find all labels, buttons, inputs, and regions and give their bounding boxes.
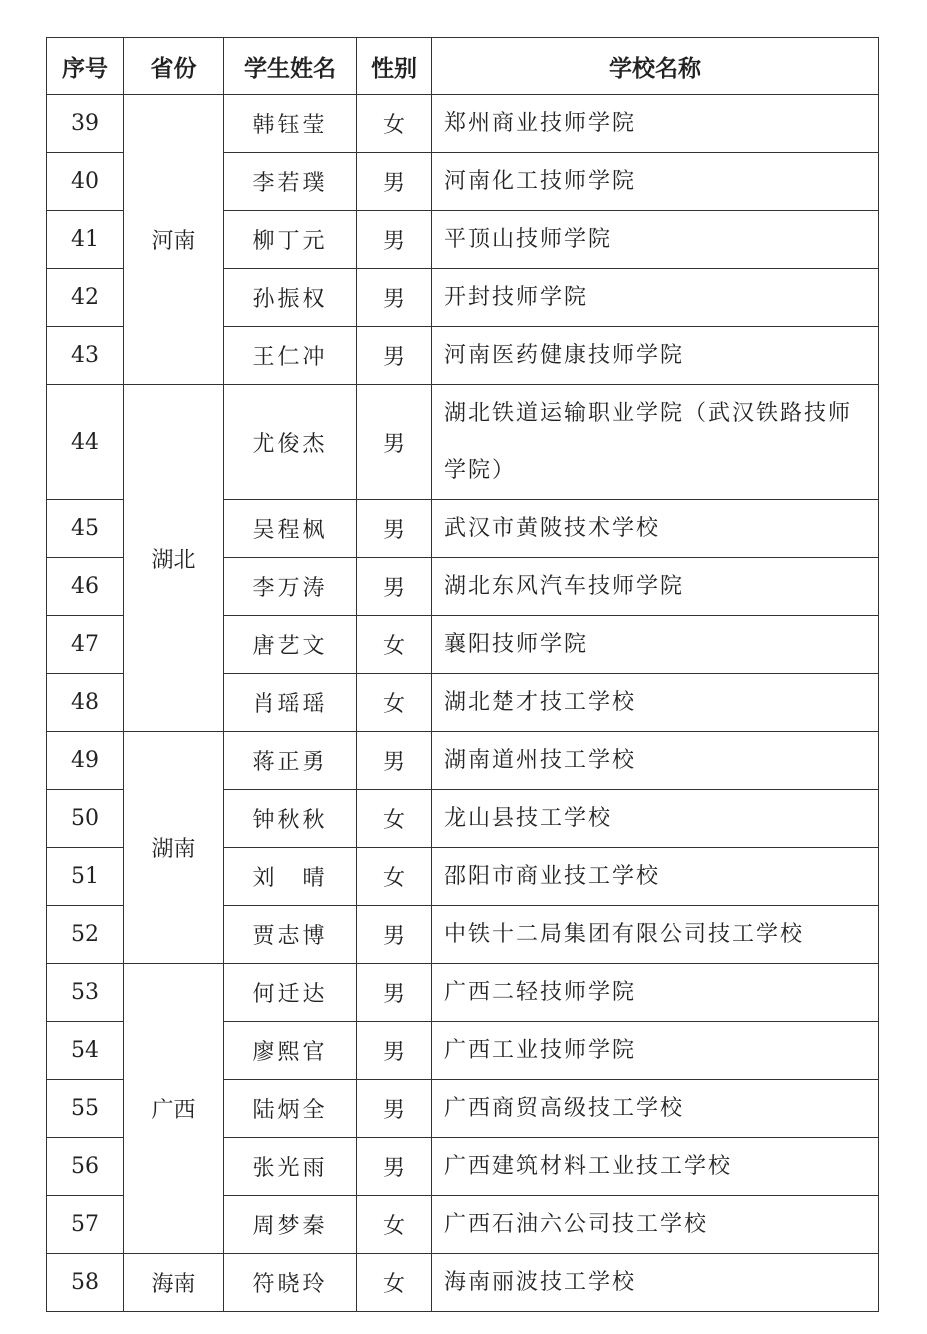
row-index: 46 <box>47 558 124 616</box>
school-name: 河南医药健康技师学院 <box>432 327 879 385</box>
row-index: 53 <box>47 964 124 1022</box>
row-index: 47 <box>47 616 124 674</box>
student-gender: 男 <box>357 385 432 500</box>
table-row <box>47 95 879 153</box>
row-index: 51 <box>47 848 124 906</box>
student-name: 李万涛 <box>224 558 357 616</box>
school-name: 广西二轻技师学院 <box>432 964 879 1022</box>
student-name: 柳丁元 <box>224 211 357 269</box>
student-gender: 女 <box>357 790 432 848</box>
row-index: 41 <box>47 211 124 269</box>
province-cell: 广西 <box>124 964 224 1254</box>
school-name: 郑州商业技师学院 <box>432 95 879 153</box>
student-gender: 男 <box>357 269 432 327</box>
school-name: 湖北楚才技工学校 <box>432 674 879 732</box>
row-index: 54 <box>47 1022 124 1080</box>
table-header <box>47 38 879 95</box>
row-index: 39 <box>47 95 124 153</box>
student-gender: 女 <box>357 95 432 153</box>
row-index: 55 <box>47 1080 124 1138</box>
student-name: 韩钰莹 <box>224 95 357 153</box>
student-gender: 男 <box>357 906 432 964</box>
header-province: 省份 <box>124 38 224 95</box>
student-gender: 男 <box>357 558 432 616</box>
province-cell: 湖南 <box>124 732 224 964</box>
student-name: 周梦秦 <box>224 1196 357 1254</box>
table-row <box>47 1254 879 1312</box>
school-name: 中铁十二局集团有限公司技工学校 <box>432 906 879 964</box>
row-index: 49 <box>47 732 124 790</box>
student-name: 肖瑶瑶 <box>224 674 357 732</box>
row-index: 50 <box>47 790 124 848</box>
student-gender: 女 <box>357 674 432 732</box>
header-name: 学生姓名 <box>224 38 357 95</box>
student-name: 李若璞 <box>224 153 357 211</box>
school-name: 湖北铁道运输职业学院（武汉铁路技师学院） <box>432 385 879 500</box>
student-gender: 女 <box>357 848 432 906</box>
student-name: 尤俊杰 <box>224 385 357 500</box>
table-row <box>47 964 879 1022</box>
student-gender: 女 <box>357 616 432 674</box>
student-gender: 男 <box>357 1138 432 1196</box>
student-gender: 男 <box>357 1080 432 1138</box>
row-index: 45 <box>47 500 124 558</box>
student-name: 唐艺文 <box>224 616 357 674</box>
school-name: 广西建筑材料工业技工学校 <box>432 1138 879 1196</box>
row-index: 57 <box>47 1196 124 1254</box>
student-gender: 男 <box>357 964 432 1022</box>
student-name: 吴程枫 <box>224 500 357 558</box>
student-name: 刘 晴 <box>224 848 357 906</box>
student-gender: 男 <box>357 1022 432 1080</box>
school-name: 广西商贸高级技工学校 <box>432 1080 879 1138</box>
school-name: 襄阳技师学院 <box>432 616 879 674</box>
school-name: 开封技师学院 <box>432 269 879 327</box>
student-name: 符晓玲 <box>224 1254 357 1312</box>
student-name: 陆炳全 <box>224 1080 357 1138</box>
row-index: 52 <box>47 906 124 964</box>
school-name: 湖北东风汽车技师学院 <box>432 558 879 616</box>
student-gender: 男 <box>357 211 432 269</box>
student-gender: 男 <box>357 732 432 790</box>
student-name: 王仁冲 <box>224 327 357 385</box>
student-gender: 男 <box>357 500 432 558</box>
header-school: 学校名称 <box>432 38 879 95</box>
student-roster-table <box>46 37 879 1312</box>
school-name: 河南化工技师学院 <box>432 153 879 211</box>
student-name: 孙振权 <box>224 269 357 327</box>
student-gender: 男 <box>357 153 432 211</box>
table-row <box>47 385 879 500</box>
school-name: 邵阳市商业技工学校 <box>432 848 879 906</box>
school-name: 海南丽波技工学校 <box>432 1254 879 1312</box>
student-gender: 女 <box>357 1254 432 1312</box>
row-index: 44 <box>47 385 124 500</box>
school-name: 湖南道州技工学校 <box>432 732 879 790</box>
row-index: 43 <box>47 327 124 385</box>
table-body <box>47 95 879 1312</box>
province-cell: 湖北 <box>124 385 224 732</box>
school-name: 平顶山技师学院 <box>432 211 879 269</box>
student-name: 贾志博 <box>224 906 357 964</box>
row-index: 56 <box>47 1138 124 1196</box>
school-name: 广西工业技师学院 <box>432 1022 879 1080</box>
school-name: 龙山县技工学校 <box>432 790 879 848</box>
row-index: 40 <box>47 153 124 211</box>
student-name: 廖熙官 <box>224 1022 357 1080</box>
header-gender: 性别 <box>357 38 432 95</box>
header-row <box>47 38 879 95</box>
student-name: 张光雨 <box>224 1138 357 1196</box>
school-name: 武汉市黄陂技术学校 <box>432 500 879 558</box>
province-cell: 河南 <box>124 95 224 385</box>
header-index: 序号 <box>47 38 124 95</box>
school-name: 广西石油六公司技工学校 <box>432 1196 879 1254</box>
row-index: 58 <box>47 1254 124 1312</box>
row-index: 48 <box>47 674 124 732</box>
student-name: 钟秋秋 <box>224 790 357 848</box>
row-index: 42 <box>47 269 124 327</box>
student-gender: 女 <box>357 1196 432 1254</box>
province-cell: 海南 <box>124 1254 224 1312</box>
student-name: 蒋正勇 <box>224 732 357 790</box>
student-gender: 男 <box>357 327 432 385</box>
table-row <box>47 732 879 790</box>
student-name: 何迁达 <box>224 964 357 1022</box>
